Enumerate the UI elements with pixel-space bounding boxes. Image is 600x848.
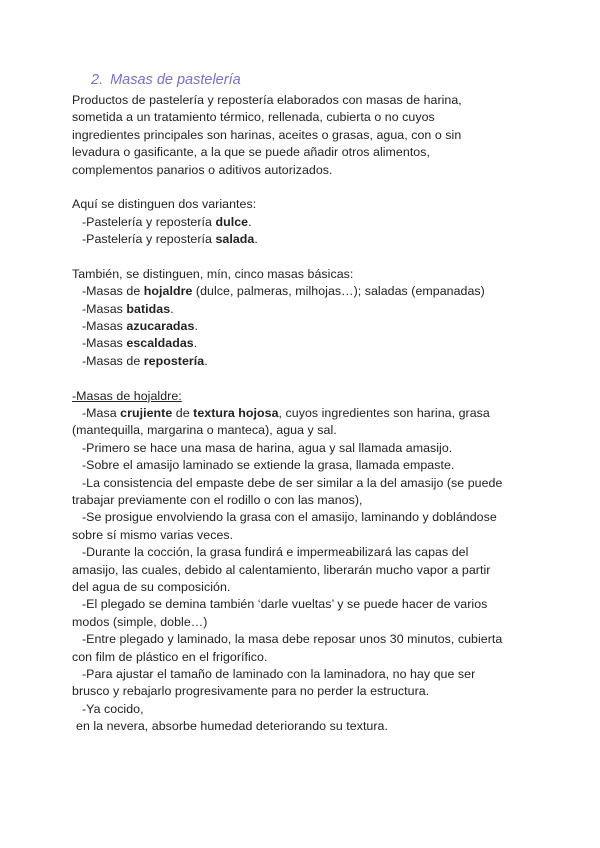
text-line: sometida a un tratamiento térmico, rellenada, cubierta o no cuyos [72, 110, 435, 125]
hojaldre-line: modos (simple, doble…) [72, 614, 208, 629]
intro-paragraph [72, 92, 542, 179]
mass-bold: escaldadas [126, 336, 194, 351]
bold-run: crujiente [120, 406, 173, 421]
mass-bold: hojaldre [143, 284, 193, 299]
hojaldre-line: -La consistencia del empaste debe de ser similar a la del amasijo (se puede [82, 475, 503, 490]
hojaldre-line: del agua de su composición. [72, 579, 231, 594]
hojaldre-line: -Sobre el amasijo laminado se extiende la grasa, llamada empaste. [82, 458, 455, 473]
hojaldre-line: -Entre plegado y laminado, la masa debe reposar unos 30 minutos, cubierta [82, 632, 503, 647]
mass-item [72, 318, 542, 335]
variant-bold: dulce [215, 214, 249, 229]
mass-prefix: -Masas de [82, 353, 144, 368]
hojaldre-line: sobre sí mismo varias veces. [72, 527, 234, 542]
hojaldre-line: -Se prosigue envolviendo la grasa con el amasijo, laminando y doblándose [82, 510, 497, 525]
hojaldre-line: amasijo, las cuales, debido al calentamiento, liberarán mucho vapor a partir [72, 562, 491, 577]
variant-suffix: . [248, 214, 252, 229]
section-title: Masas de pastelería [110, 72, 241, 88]
variants-block [72, 196, 542, 248]
mass-suffix: (dulce, palmeras, milhojas…); saladas (empanadas) [192, 284, 485, 299]
blank-line [72, 179, 542, 196]
hojaldre-line: -Para ajustar el tamaño de laminado con la laminadora, no hay que ser [82, 666, 476, 681]
variants-lead: Aquí se distinguen dos variantes: [72, 197, 257, 212]
hojaldre-line: -El plegado se demina también ‘darle vueltas’ y se puede hacer de varios [82, 597, 488, 612]
mass-item [72, 301, 542, 318]
variant-bold: salada [215, 232, 255, 247]
mass-prefix: -Masas [82, 336, 127, 351]
text-line: Productos de pastelería y repostería elaborados con masas de harina, [72, 93, 462, 107]
hojaldre-line [72, 405, 542, 422]
text-run: de [172, 406, 194, 421]
text-run: -Masa [82, 406, 121, 421]
hojaldre-line: -Durante la cocción, la grasa fundirá e impermeabilizará las capas del [82, 545, 469, 560]
hojaldre-line: (mantequilla, margarina o manteca), agua y sal. [72, 423, 337, 438]
mass-suffix: . [194, 319, 198, 334]
mass-prefix: -Masas de [82, 284, 144, 299]
mass-item [72, 335, 542, 352]
variant-prefix: -Pastelería y repostería [82, 214, 216, 229]
mass-prefix: -Masas [82, 319, 127, 334]
variant-prefix: -Pastelería y repostería [82, 232, 216, 247]
hojaldre-line: -Ya cocido, [82, 701, 144, 716]
mass-bold: azucaradas [126, 319, 195, 334]
blank-line [72, 249, 542, 266]
mass-suffix: . [170, 301, 174, 316]
section-heading [91, 72, 241, 88]
mass-prefix: -Masas [82, 301, 127, 316]
hojaldre-line: en la nevera, absorbe humedad deteriorando su textura. [76, 719, 388, 734]
bold-run: textura hojosa [193, 406, 279, 421]
mass-item [72, 283, 542, 300]
mass-suffix: . [204, 353, 208, 368]
basic-masses-block [72, 266, 542, 370]
text-line: levadura o gasificante, a la que se puede añadir otros alimentos, [72, 145, 430, 160]
document-body [72, 92, 542, 735]
variant-item [72, 231, 542, 248]
text-run: , cuyos ingredientes son harina, grasa [278, 406, 490, 421]
mass-bold: repostería [143, 353, 205, 368]
variant-item [72, 214, 542, 231]
hojaldre-line: brusco y rebajarlo progresivamente para no perder la estructura. [72, 684, 430, 699]
mass-suffix: . [193, 336, 198, 351]
hojaldre-line: -Primero se hace una masa de harina, agua y sal llamada amasijo. [82, 440, 453, 455]
hojaldre-line: con film de plástico en el frigorífico. [72, 649, 268, 664]
hojaldre-line: trabajar previamente con el rodillo o con las manos), [72, 492, 363, 507]
mass-item [72, 353, 542, 370]
mass-bold: batidas [126, 301, 171, 316]
text-line: ingredientes principales son harinas, aceites o grasas, agua, con o sin [72, 127, 462, 142]
section-number: 2. [91, 72, 104, 88]
text-line: complementos panarios o aditivos autorizados. [72, 162, 333, 177]
blank-line [72, 370, 542, 387]
variant-suffix: . [254, 232, 258, 247]
hojaldre-heading: -Masas de hojaldre: [72, 388, 182, 403]
basic-masses-lead: También, se distinguen, mín, cinco masas básicas: [72, 266, 354, 281]
hojaldre-block [72, 388, 542, 736]
